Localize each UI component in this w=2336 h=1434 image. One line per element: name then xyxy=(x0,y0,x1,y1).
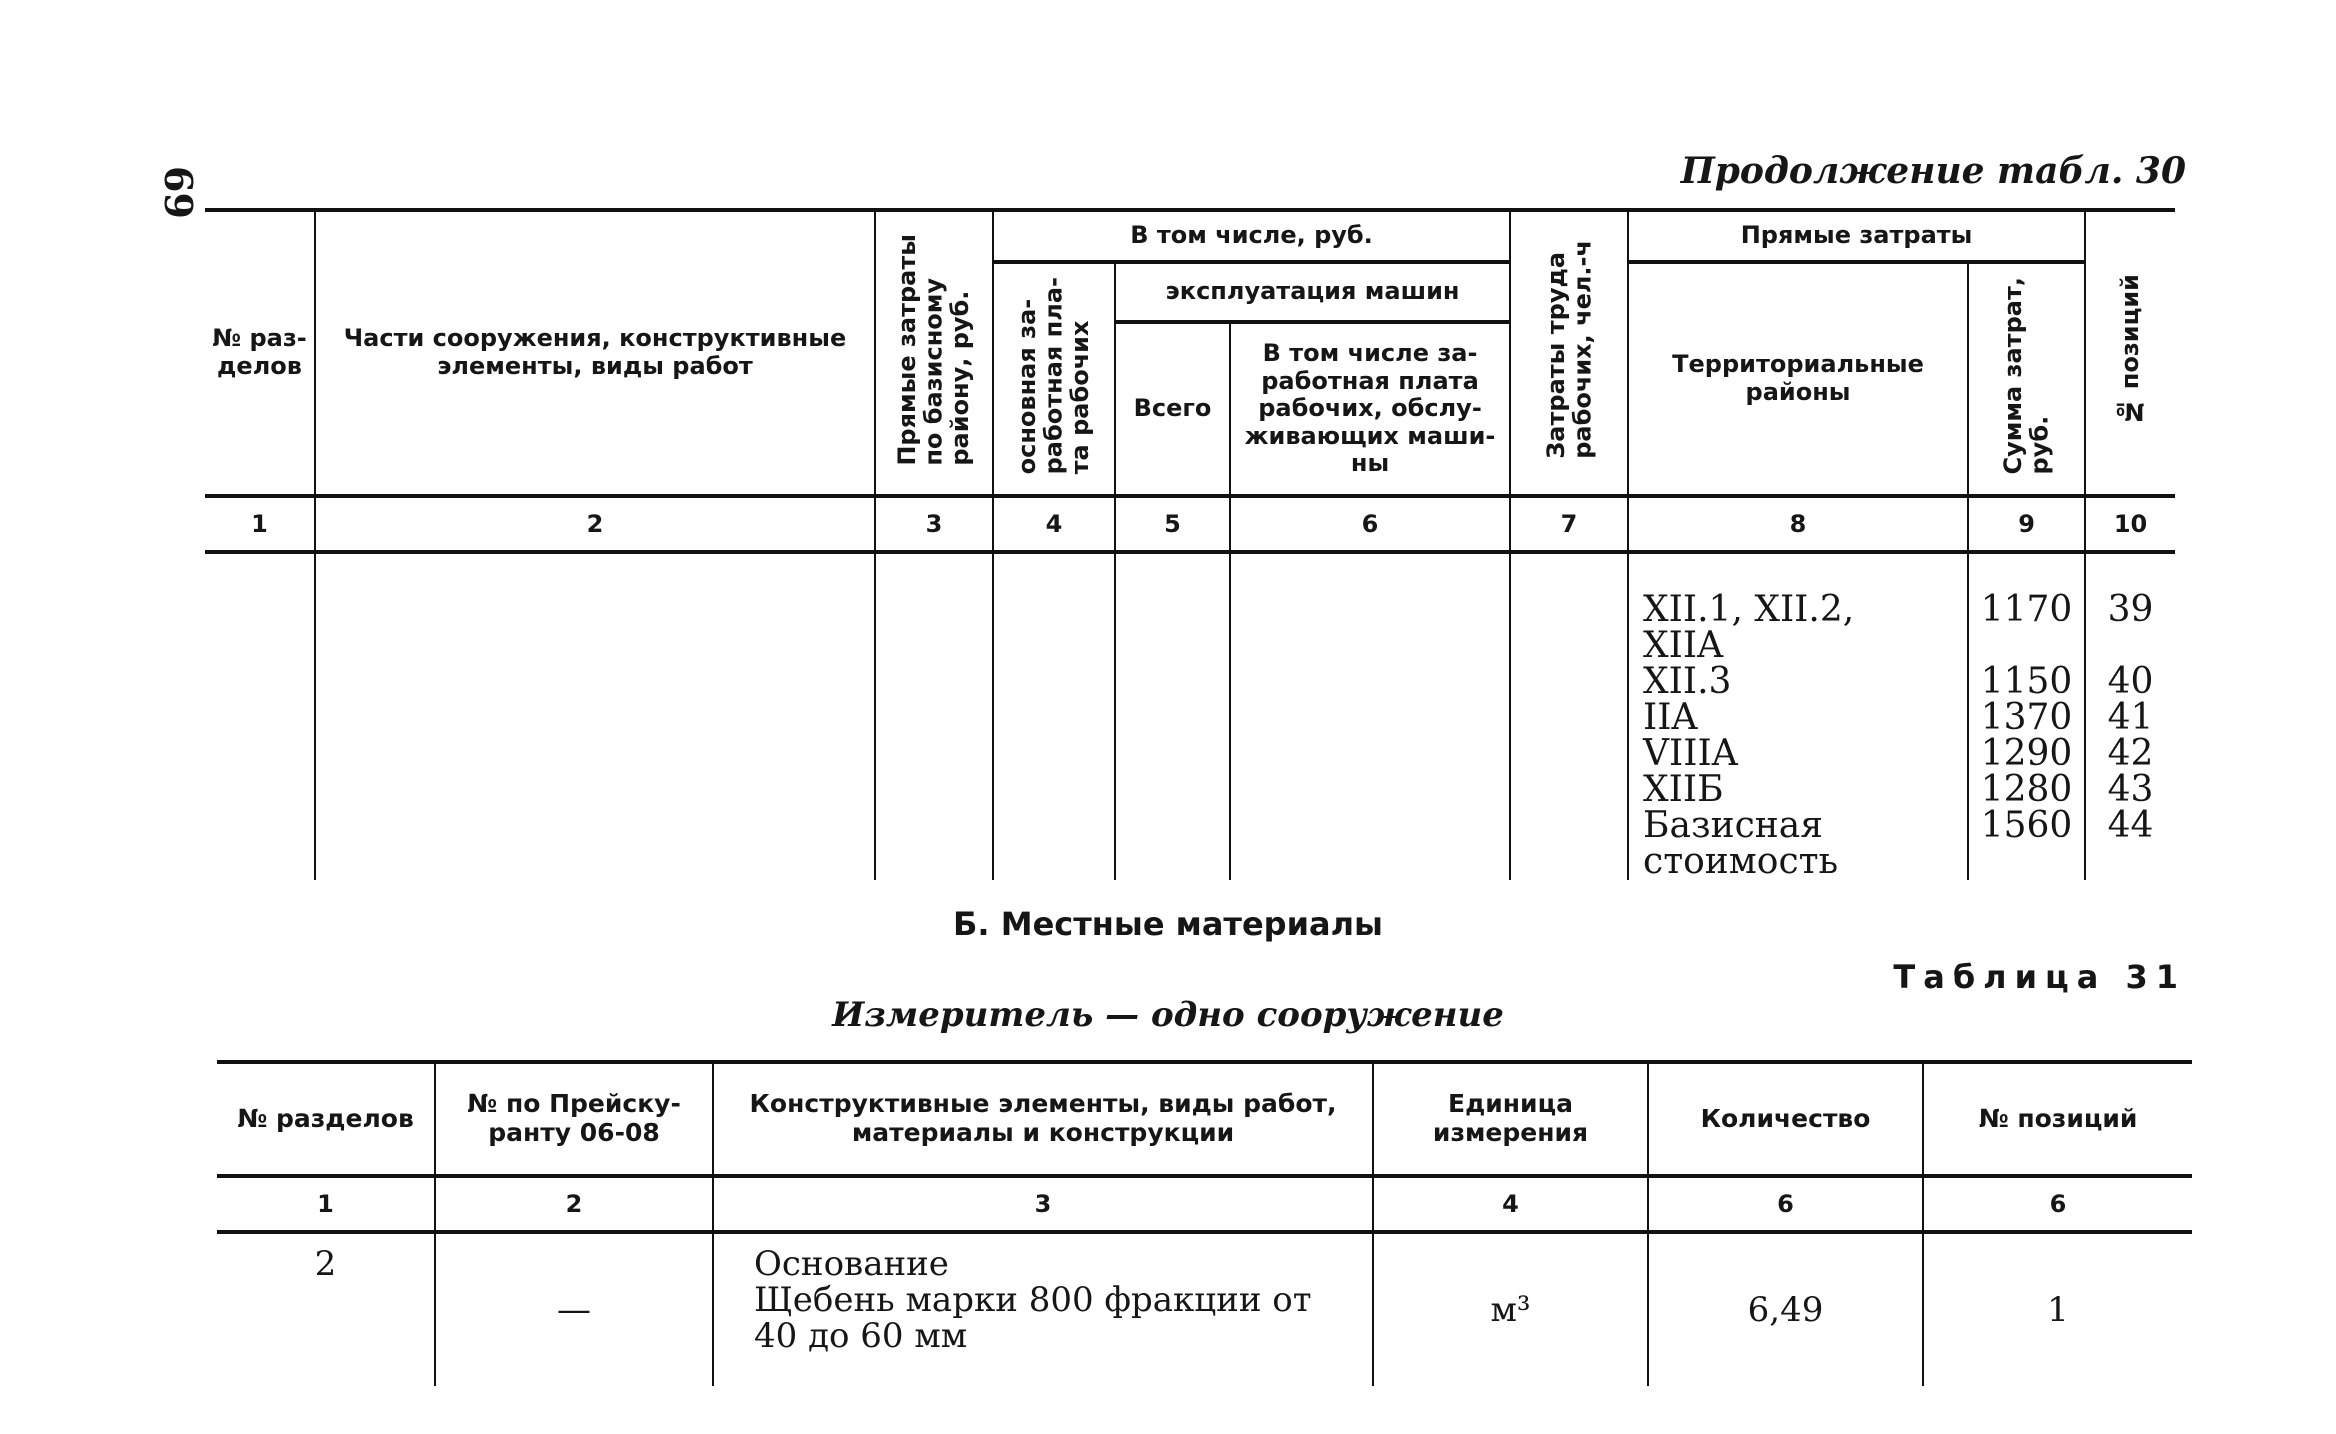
position-cell: 1 xyxy=(1923,1232,2192,1386)
continuation-title: Продолжение табл. 30 xyxy=(1680,150,2186,192)
header-sections: № раз- делов xyxy=(205,210,315,496)
table-31 xyxy=(217,1060,2192,1386)
section-number-cell: 2 xyxy=(217,1232,435,1386)
meter-caption: Измеритель — одно сооружение xyxy=(832,995,1504,1035)
header-base-wage: основная за- работная пла- та рабочих xyxy=(993,262,1115,496)
header-pricelist: № по Прейску- ранту 06-08 xyxy=(435,1062,713,1176)
header-elements: Конструктивные элементы, виды работ, материалы и конструкции xyxy=(713,1062,1373,1176)
header-machines-group: эксплуатация машин xyxy=(1115,262,1510,322)
column-numbers-row: 1 2 3 4 5 6 7 8 9 10 xyxy=(205,496,2175,552)
header-unit: Единица измерения xyxy=(1373,1062,1648,1176)
element-description: Щебень марки 800 фракции от 40 до 60 мм xyxy=(754,1280,1312,1356)
header-quantity: Количество xyxy=(1648,1062,1923,1176)
section-title: Б. Местные материалы xyxy=(953,905,1383,943)
column-numbers-row: 1 2 3 4 6 6 xyxy=(217,1176,2192,1232)
pricelist-cell: — xyxy=(435,1232,713,1386)
sums-cell: 1170 1150 1370 1290 1280 1560 xyxy=(1968,552,2085,880)
header-positions: № позиций xyxy=(1923,1062,2192,1176)
header-territories: Территориальные районы xyxy=(1628,262,1968,496)
table-label: Таблица 31 xyxy=(1893,958,2186,996)
header-direct-group: Прямые затраты xyxy=(1628,210,2085,262)
header-parts: Части сооружения, конструктивные элементы, виды работ xyxy=(315,210,875,496)
page-number: 69 xyxy=(155,166,201,219)
header-total: Всего xyxy=(1115,322,1230,496)
territories-cell: XII.1, XII.2, XIIA XII.3 IIA VIIIA XIIБ Базисная стоимость xyxy=(1628,552,1968,880)
element-cell xyxy=(713,1232,1373,1386)
table-row xyxy=(205,552,2175,880)
header-incl-group: В том числе, руб. xyxy=(993,210,1510,262)
header-sections: № разделов xyxy=(217,1062,435,1176)
header-labor: Затраты труда рабочих, чел.-ч xyxy=(1510,210,1628,496)
unit-cell: м³ xyxy=(1373,1232,1648,1386)
positions-cell: 39 40 41 42 43 44 xyxy=(2085,552,2175,880)
table-row xyxy=(217,1232,2192,1386)
element-title: Основание xyxy=(754,1244,949,1284)
quantity-cell: 6,49 xyxy=(1648,1232,1923,1386)
header-sum: Сумма затрат, руб. xyxy=(1968,262,2085,496)
header-direct-cost: Прямые затраты по базисному району, руб. xyxy=(875,210,993,496)
header-machine-wage: В том числе за- работная плата рабочих, обслу- живающих маши- ны xyxy=(1230,322,1510,496)
header-positions: № позиций xyxy=(2085,210,2175,496)
table-30 xyxy=(205,208,2175,880)
